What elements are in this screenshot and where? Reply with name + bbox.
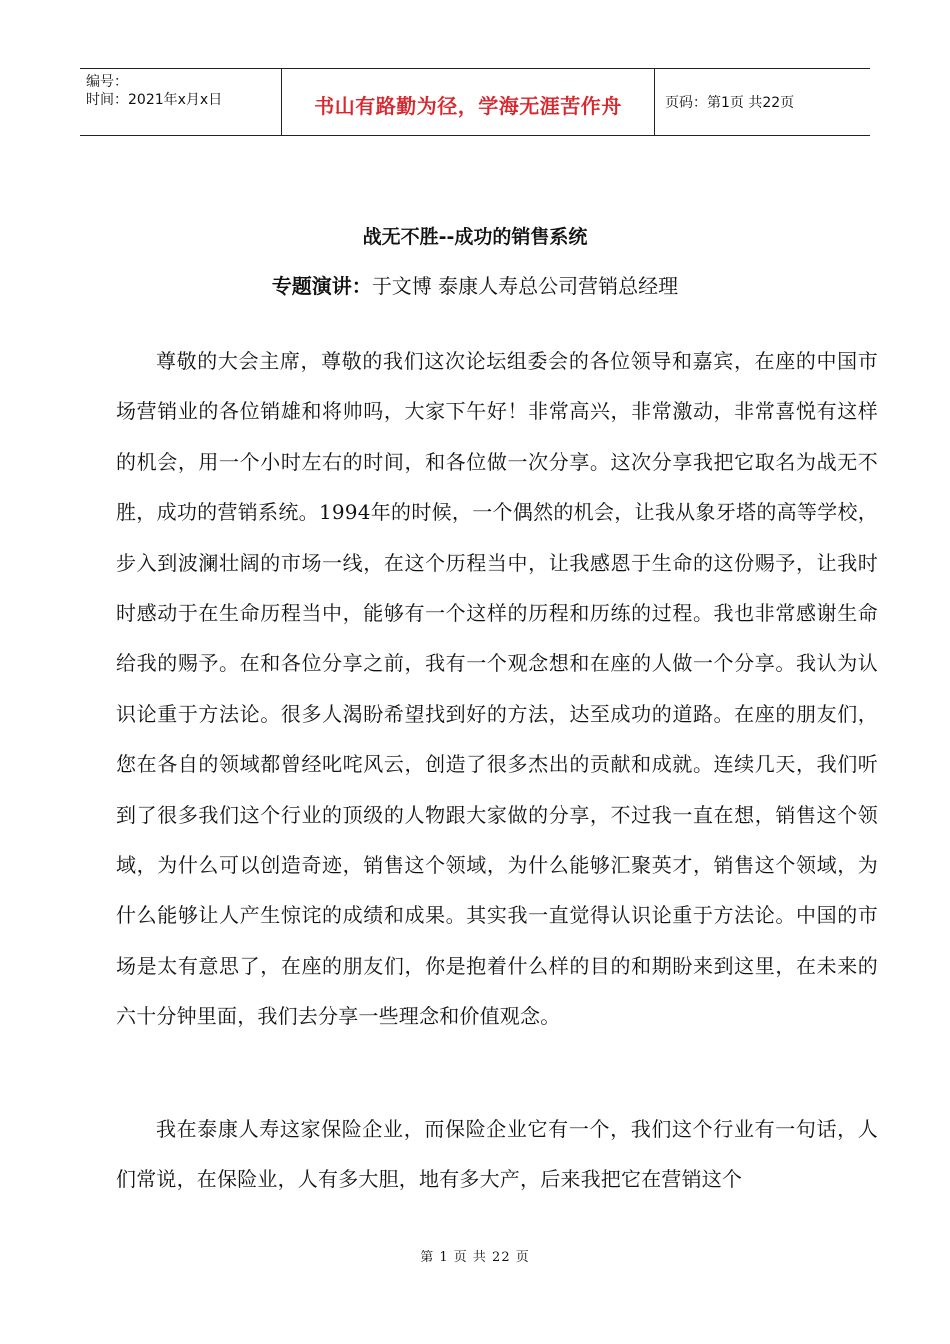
page-footer: 第 1 页 共 22 页 (420, 1250, 530, 1265)
subtitle-speaker: 于文博 泰康人寿总公司营销总经理 (371, 274, 679, 298)
header-page-info-cell (655, 69, 870, 135)
header-motto-cell (282, 69, 655, 135)
header-page-info: 页码：第1页 共22页 (665, 95, 795, 111)
header-meta (80, 69, 282, 135)
subtitle-label: 专题演讲： (271, 274, 372, 298)
document-date: 时间：2021年x月x日 (86, 92, 223, 108)
document-header (80, 68, 870, 136)
document-title: 战无不胜--成功的销售系统 (362, 226, 588, 248)
document-subtitle (0, 270, 950, 299)
body-paragraph: 尊敬的大会主席，尊敬的我们这次论坛组委会的各位领导和嘉宾，在座的中国市场营销业的各位销雄和将帅吗，大家下午好！非常高兴，非常激动，非常喜悦有这样的机会，用一个小时左右的时间，和各位做一次分享。这次分享我把它取名为战无不胜，成功的营销系统。1994年的时候，一个偶然的机会，让我从象牙塔的高等学校，步入到波澜壮阔的市场一线，在这个历程当中，让我感恩于生命的这份赐予，让我时时感动于在生命历程当中，能够有一个这样的历程和历练的过程。我也非常感谢生命给我的赐予。在和各位分享之前，我有一个观念想和在座的人做一个分享。我认为认识论重于方法论。很多人渴盼希望找到好的方法，达至成功的道路。在座的朋友们，您在各自的领域都曾经叱咤风云，创造了很多杰出的贡献和成就。连续几天，我们听到了很多我们这个行业的顶级的人物跟大家做的分享，不过我一直在想，销售这个领域，为什么可以创造奇迹，销售这个领域，为什么能够汇聚英才，销售这个领域，为什么能够让人产生惊诧的成绩和成果。其实我一直觉得认识论重于方法论。中国的市场是太有意思了，在座的朋友们，你是抱着什么样的目的和期盼来到这里，在未来的六十分钟里面，我们去分享一些理念和价值观念。 (116, 349, 878, 1029)
body-paragraph: 我在泰康人寿这家保险企业，而保险企业它有一个，我们这个行业有一句话，人们常说，在保险业，人有多大胆，地有多大产，后来我把它在营销这个 (116, 1117, 878, 1192)
document-number-label: 编号： (86, 74, 128, 90)
header-motto: 书山有路勤为径，学海无涯苦作舟 (314, 93, 622, 118)
